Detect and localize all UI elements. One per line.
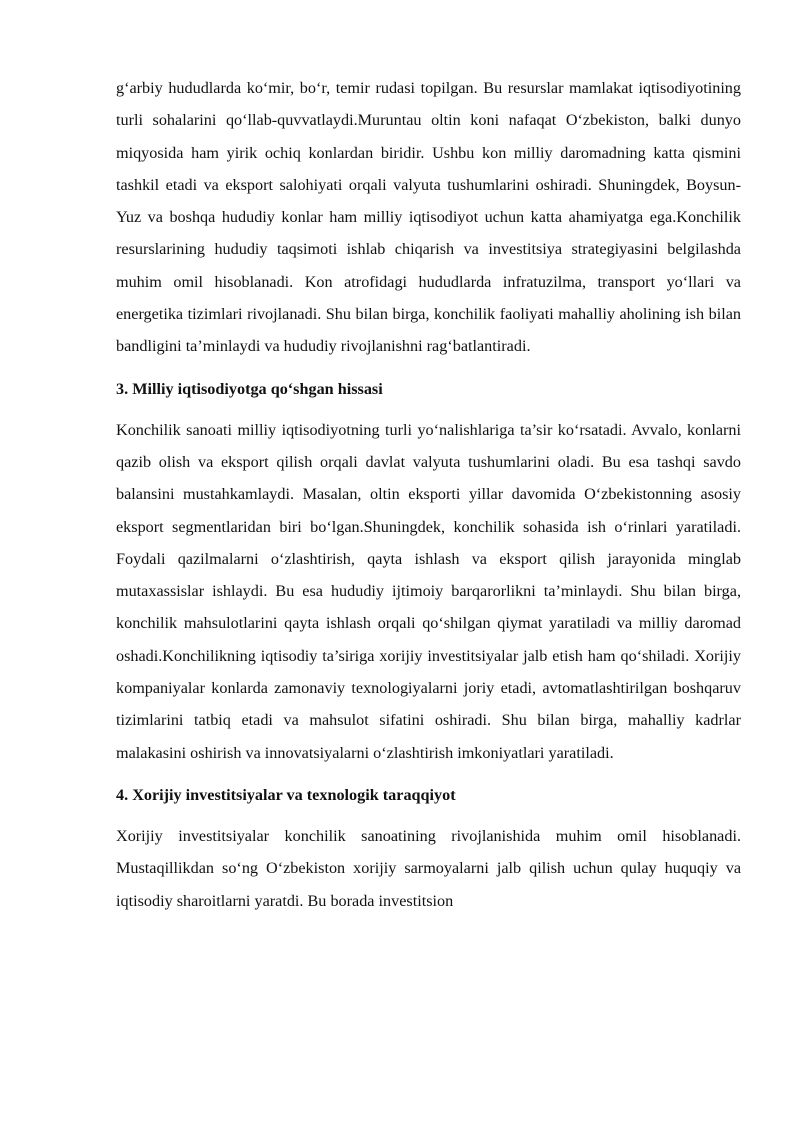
paragraph-resources: g‘arbiy hududlarda ko‘mir, bo‘r, temir rudasi topilgan. Bu resurslar mamlakat iqtisodiyotining turli sohalarini qo‘llab-quvvatlaydi.Muruntau oltin koni nafaqat O‘zbekiston, balki dunyo miqyosida ham yirik ochiq konlardan biridir. Ushbu kon milliy daromadning katta qismini tashkil etadi va eksport salohiyati orqali valyuta tushumlarini oshiradi. Shuningdek, Boysun-Yuz va boshqa hududiy konlar ham milliy iqtisodiyot uchun katta ahamiyatga ega.Konchilik resurslarining hududiy taqsimoti ishlab chiqarish va investitsiya strategiyasini belgilashda muhim omil hisoblanadi. Kon atrofidagi hududlarda infratuzilma, transport yo‘llari va energetika tizimlari rivojlanadi. Shu bilan birga, konchilik faoliyati mahalliy aholining ish bilan bandligini ta’minlaydi va hududiy rivojlanishni rag‘batlantiradi. bbox=[116, 79, 741, 356]
paragraph-foreign-investment: Xorijiy investitsiyalar konchilik sanoatining rivojlanishida muhim omil hisoblanadi. Mustaqillikdan so‘ng O‘zbekiston xorijiy sarmoyalarni jalb qilish uchun qulay huquqiy va iqtisodiy sharoitlarni yaratdi. Bu borada investitsion bbox=[116, 826, 741, 910]
paragraph-economy-contribution: Konchilik sanoati milliy iqtisodiyotning turli yo‘nalishlariga ta’sir ko‘rsatadi. Avvalo, konlarni qazib olish va eksport qilish orqali davlat valyuta tushumlarini oladi. Bu esa tashqi savdo balansini mustahkamlaydi. Masalan, oltin eksporti yillar davomida O‘zbekistonning asosiy eksport segmentlaridan biri bo‘lgan.Shuningdek, konchilik sohasida ish o‘rinlari yaratiladi. Foydali qazilmalarni o‘zlashtirish, qayta ishlash va eksport qilish jarayonida minglab mutaxassislar ishlaydi. Bu esa hududiy ijtimoiy barqarorlikni ta’minlaydi. Shu bilan birga, konchilik mahsulotlarini qayta ishlash orqali qo‘shilgan qiymat yaratiladi va milliy daromad oshadi.Konchilikning iqtisodiy ta’siriga xorijiy investitsiyalar jalb etish ham qo‘shiladi. Xorijiy kompaniyalar konlarda zamonaviy texnologiyalarni joriy etadi, avtomatlashtirilgan boshqaruv tizimlarini tatbiq etadi va mahsulot sifatini oshiradi. Shu bilan birga, mahalliy kadrlar malakasini oshirish va innovatsiyalarni o‘zlashtirish imkoniyatlari yaratiladi. bbox=[116, 420, 741, 762]
document-page bbox=[116, 72, 741, 927]
section-heading-4: 4. Xorijiy investitsiyalar va texnologik taraqqiyot bbox=[116, 785, 456, 804]
section-heading-3: 3. Milliy iqtisodiyotga qo‘shgan hissasi bbox=[116, 379, 383, 398]
